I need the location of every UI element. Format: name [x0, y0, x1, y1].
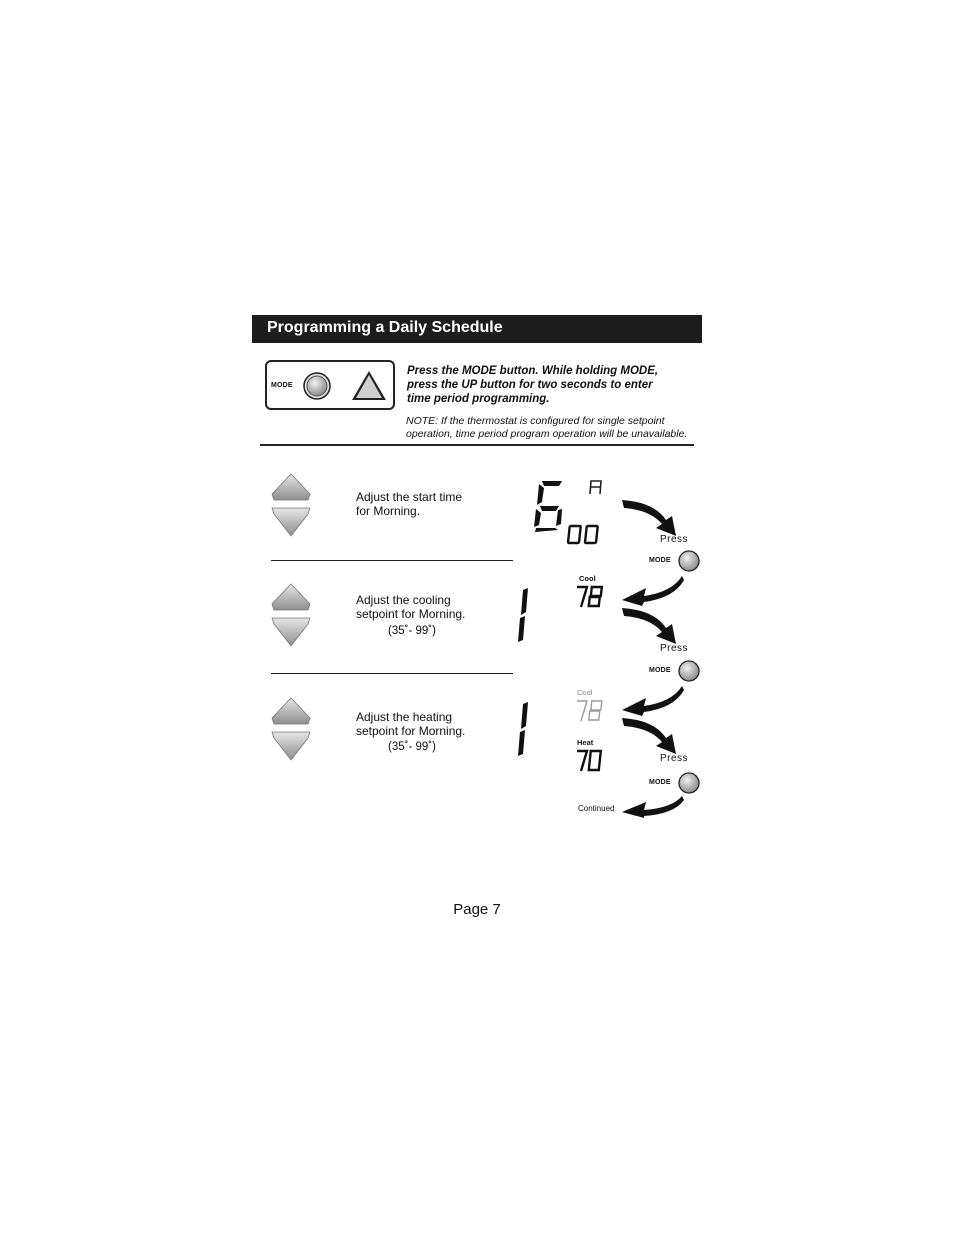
press-label: Press — [660, 534, 689, 545]
section-title-bar — [252, 315, 702, 343]
step-3-text: Adjust the heating setpoint for Morning. — [356, 710, 466, 738]
mode-button-icon[interactable] — [303, 372, 333, 402]
up-arrow-icon[interactable] — [272, 474, 310, 500]
step-2-text: Adjust the cooling setpoint for Morning. — [356, 593, 466, 621]
mode-button-icon[interactable] — [678, 772, 700, 794]
lcd-hour-digit-6 — [534, 481, 562, 532]
up-down-button-pair — [272, 698, 312, 762]
up-arrow-icon[interactable] — [272, 584, 310, 610]
press-label: Press — [660, 753, 689, 764]
up-arrow-icon[interactable] — [272, 698, 310, 724]
flow-arrow-icon — [620, 714, 680, 758]
flow-mode-label: MODE — [649, 557, 671, 564]
flow-arrow-icon — [620, 794, 686, 818]
lcd-time-display — [532, 476, 612, 548]
down-arrow-icon[interactable] — [272, 732, 310, 760]
step-1-text: Adjust the start time for Morning. — [356, 490, 463, 518]
lcd-am-indicator — [590, 481, 601, 494]
note-text: NOTE: If the thermostat is configured for single setpoint operation, time period program operation will be unavailable. — [406, 415, 688, 440]
flow-arrow-icon — [620, 574, 686, 606]
down-arrow-icon[interactable] — [272, 508, 310, 536]
lcd-cool-label: Cool — [579, 574, 596, 583]
flow-arrow-icon — [620, 684, 686, 716]
lcd-period-digit-1 — [512, 702, 532, 758]
press-label: Press — [660, 643, 689, 654]
lcd-cool-value-78 — [574, 585, 608, 609]
lcd-period-digit-1 — [512, 588, 532, 644]
divider — [271, 673, 513, 674]
lcd-cool-label: Cool — [577, 688, 593, 697]
lcd-minutes-00 — [568, 526, 598, 543]
mode-label: MODE — [271, 382, 293, 389]
mode-button-icon[interactable] — [678, 550, 700, 572]
up-arrow-icon[interactable] — [351, 370, 387, 402]
setpoint-range: (35˚- 99˚) — [388, 625, 436, 637]
up-down-button-pair — [272, 474, 312, 538]
divider — [260, 444, 694, 446]
page-title: Programming a Daily Schedule — [267, 319, 503, 336]
lcd-heat-label: Heat — [577, 738, 594, 747]
lcd-cool-value-78 — [574, 699, 608, 723]
instruction-text: Press the MODE button. While holding MODE, press the UP button for two seconds to enter time period programming. — [407, 365, 659, 405]
setpoint-range: (35˚- 99˚) — [388, 741, 436, 753]
continued-label: Continued — [578, 804, 615, 813]
flow-mode-label: MODE — [649, 667, 671, 674]
up-down-button-pair — [272, 584, 312, 648]
mode-up-button-panel — [265, 360, 395, 410]
lcd-heat-value-70 — [574, 749, 608, 773]
divider — [271, 560, 513, 561]
flow-mode-label: MODE — [649, 779, 671, 786]
flow-arrow-icon — [620, 604, 680, 648]
mode-button-icon[interactable] — [678, 660, 700, 682]
down-arrow-icon[interactable] — [272, 618, 310, 646]
page-number: Page 7 — [453, 901, 501, 918]
